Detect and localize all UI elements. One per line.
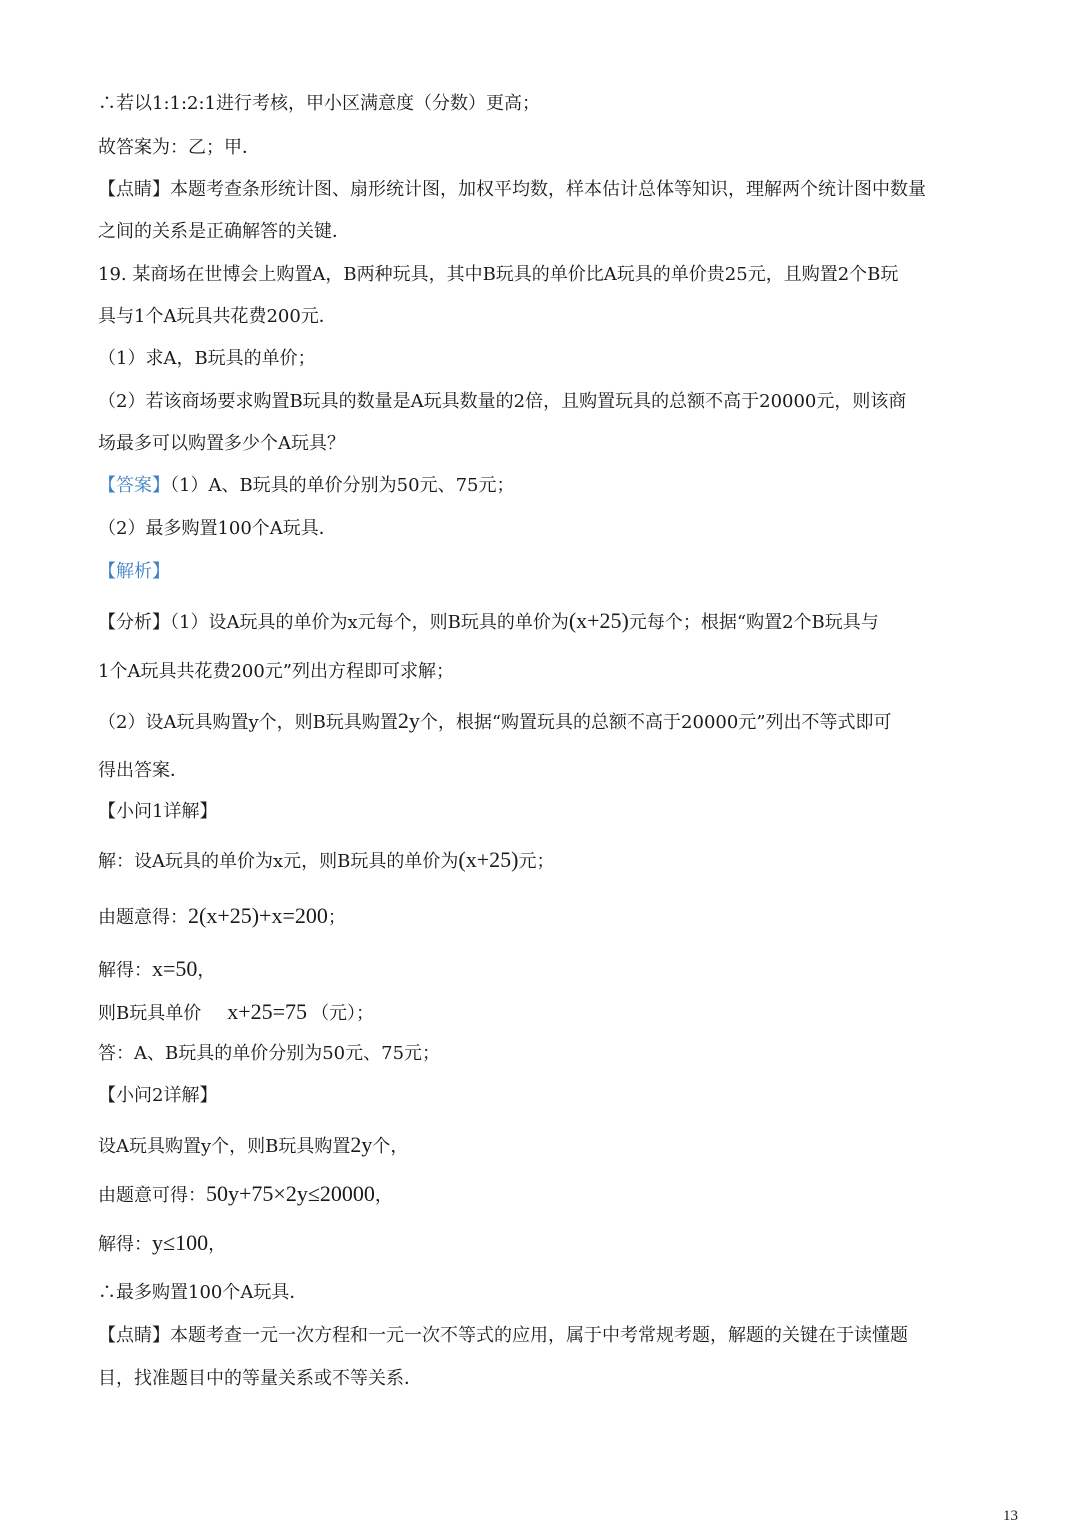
sub-question-2: （2）若该商场要求购置B玩具的数量是A玩具数量的2倍，且购置玩具的总额不高于20000元，则该商: [98, 391, 907, 412]
math-expression: 2y: [397, 708, 420, 733]
solution-line: [98, 1180, 393, 1209]
analysis-tag: 【解析】: [98, 561, 170, 582]
text-line: ∴若以1:1:2:1进行考核，甲小区满意度（分数）更高；: [98, 93, 540, 114]
math-expression: x+25=75: [227, 999, 308, 1024]
solution-line: [98, 1229, 226, 1258]
section-heading: 【小问2详解】: [98, 1085, 218, 1106]
text-span: 设A玩具购置y个，则B玩具购置: [98, 1136, 351, 1157]
text-span: 解得：: [98, 1234, 152, 1255]
sub-question-1: （1）求A，B玩具的单价；: [98, 348, 316, 369]
conclusion-line: ∴最多购置100个A玩具．: [98, 1282, 308, 1303]
text-span: 元每个；根据“购置2个B玩具与: [628, 612, 879, 633]
analysis-line: [98, 707, 892, 736]
answer-tag: 【答案】: [98, 475, 170, 496]
text-span: ，: [374, 1185, 393, 1206]
math-expression: y≤100: [152, 1230, 209, 1255]
math-expression: x=50: [152, 956, 198, 981]
solution-line: [98, 846, 554, 875]
text-span: 解得：: [98, 960, 152, 981]
text-span: （2）设A玩具购置y个，则B玩具购置: [98, 712, 398, 733]
comment-line: 目，找准题目中的等量关系或不等关系．: [98, 1368, 422, 1389]
text-line: 之间的关系是正确解答的关键．: [98, 221, 350, 242]
solution-line: [98, 902, 346, 931]
solution-line: [98, 998, 374, 1027]
analysis-line: [98, 607, 879, 636]
text-span: 则B玩具单价: [98, 1003, 202, 1024]
text-span: 解：设A玩具的单价为x元，则B玩具的单价为: [98, 851, 459, 872]
analysis-line: 1个A玩具共花费200元”列出方程即可求解；: [98, 661, 455, 682]
text-span: 个，根据“购置玩具的总额不高于20000元”列出不等式即可: [419, 712, 892, 733]
comment-line: 【点睛】本题考查一元一次方程和一元一次不等式的应用，属于中考常规考题，解题的关键在于读懂题: [98, 1325, 908, 1346]
text-span: 【分析】（1）设A玩具的单价为x元每个，则B玩具的单价为: [98, 612, 569, 633]
text-span: 由题意可得：: [98, 1185, 206, 1206]
text-span: 个，: [372, 1136, 409, 1157]
solution-line: [98, 1131, 408, 1160]
math-expression: (x+25): [458, 847, 519, 872]
solution-line: 答：A、B玩具的单价分别为50元、75元；: [98, 1043, 441, 1064]
question-19-line: 19. 某商场在世博会上购置A，B两种玩具，其中B玩具的单价比A玩具的单价贵25元，且购置2个B玩: [98, 264, 899, 285]
section-heading: 【小问1详解】: [98, 801, 218, 822]
solution-line: [98, 955, 215, 984]
question-19-line: 具与1个A玩具共花费200元．: [98, 306, 337, 327]
math-expression: 50y+75×2y≤20000: [206, 1181, 375, 1206]
text-line: 故答案为：乙；甲．: [98, 137, 260, 158]
analysis-line: 得出答案．: [98, 760, 188, 781]
text-line: 【点睛】本题考查条形统计图、扇形统计图，加权平均数，样本估计总体等知识，理解两个统计图中数量: [98, 179, 926, 200]
text-span: （元）；: [311, 1003, 375, 1024]
text-span: ，: [208, 1234, 227, 1255]
answer-text: （1）A、B玩具的单价分别为50元、75元；: [170, 475, 515, 496]
math-expression: 2(x+25)+x=200: [188, 903, 328, 928]
answer-line: [98, 474, 515, 497]
text-span: 由题意得：: [98, 907, 188, 928]
page-number: 13: [1003, 1508, 1018, 1524]
answer-line: （2）最多购置100个A玩具．: [98, 518, 337, 539]
sub-question-2: 场最多可以购置多少个A玩具？: [98, 433, 345, 454]
text-span: ，: [197, 960, 216, 981]
text-span: 元；: [518, 851, 555, 872]
math-expression: (x+25): [568, 608, 629, 633]
text-span: ；: [327, 907, 346, 928]
math-expression: 2y: [350, 1132, 373, 1157]
